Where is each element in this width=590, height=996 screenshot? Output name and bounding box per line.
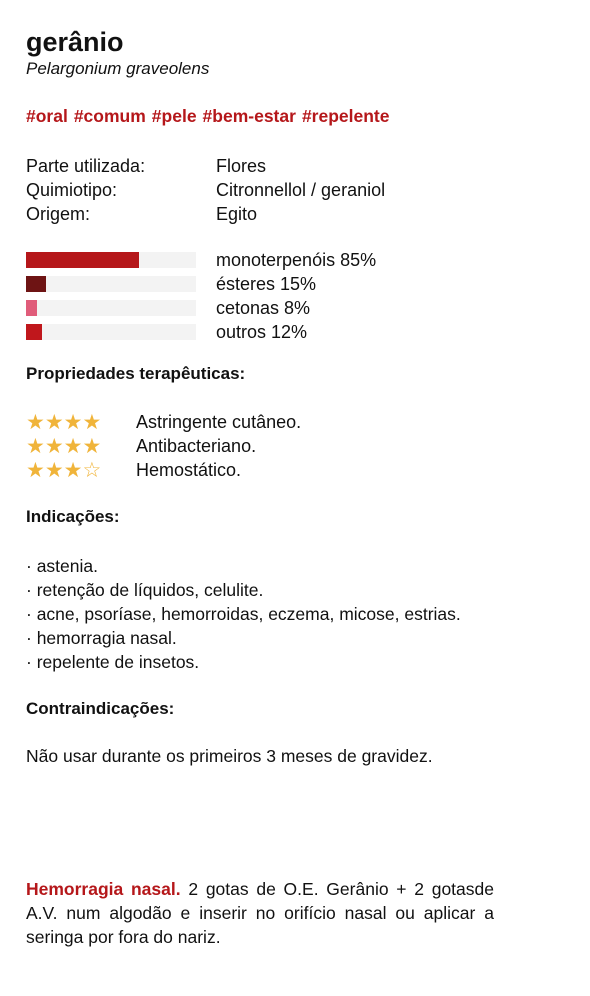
list-item: · repelente de insetos. xyxy=(26,652,200,672)
composition-bar-fill xyxy=(26,300,37,316)
info-value: Flores xyxy=(216,156,267,176)
property-row xyxy=(26,410,566,434)
tag-bem-estar[interactable]: #bem-estar xyxy=(202,106,296,126)
star-rating-icon: ★★★☆ xyxy=(26,458,102,482)
properties-heading: Propriedades terapêuticas: xyxy=(26,364,246,383)
composition-bars xyxy=(26,248,566,344)
composition-bar-fill xyxy=(26,252,139,268)
info-value: Egito xyxy=(216,204,258,224)
usage-note-text: 2 gotas de O.E. Gerânio + 2 gotasde A.V. num algodão e inserir no orifício nasal ou aplicar a seringa por fora do nariz. xyxy=(26,879,494,947)
tag-repelente[interactable]: #repelente xyxy=(301,106,390,126)
info-row xyxy=(26,202,566,226)
tag-oral[interactable]: #oral xyxy=(26,106,68,126)
info-value: Citronnellol / geraniol xyxy=(216,180,386,200)
contraindications-text: Não usar durante os primeiros 3 meses de gravidez. xyxy=(26,746,433,766)
usage-note xyxy=(26,877,494,949)
info-row xyxy=(26,178,566,202)
info-label: Parte utilizada: xyxy=(26,156,146,176)
composition-label: monoterpenóis 85% xyxy=(216,249,377,270)
info-label: Origem: xyxy=(26,204,91,224)
property-row xyxy=(26,434,566,458)
composition-bar-track xyxy=(26,276,196,292)
property-label: Antibacteriano. xyxy=(136,435,257,456)
properties-list xyxy=(26,410,566,482)
tag-list xyxy=(26,106,566,127)
composition-row xyxy=(26,296,566,320)
composition-label: outros 12% xyxy=(216,321,308,342)
scientific-name: Pelargonium graveolens xyxy=(26,59,210,78)
composition-bar-track xyxy=(26,324,196,340)
info-label: Quimiotipo: xyxy=(26,180,118,200)
list-item: · acne, psoríase, hemorroidas, eczema, micose, estrias. xyxy=(26,604,461,624)
composition-row xyxy=(26,248,566,272)
composition-bar-track xyxy=(26,300,196,316)
list-item: · astenia. xyxy=(26,556,98,576)
composition-bar-fill xyxy=(26,324,42,340)
usage-note-highlight: Hemorragia nasal. xyxy=(26,879,181,899)
indications-list xyxy=(26,554,566,674)
star-rating-icon: ★★★★ xyxy=(26,410,102,434)
tag-comum[interactable]: #comum xyxy=(73,106,146,126)
monograph xyxy=(26,26,566,767)
contraindications-heading: Contraindicações: xyxy=(26,699,175,718)
composition-bar-fill xyxy=(26,276,46,292)
composition-label: ésteres 15% xyxy=(216,273,317,294)
composition-row xyxy=(26,320,566,344)
tag-pele[interactable]: #pele xyxy=(151,106,197,126)
indications-heading: Indicações: xyxy=(26,507,120,526)
property-label: Astringente cutâneo. xyxy=(136,411,302,432)
list-item: · hemorragia nasal. xyxy=(26,628,177,648)
list-item: · retenção de líquidos, celulite. xyxy=(26,580,264,600)
property-row xyxy=(26,458,566,482)
composition-label: cetonas 8% xyxy=(216,297,311,318)
page-title: gerânio xyxy=(26,27,124,57)
property-label: Hemostático. xyxy=(136,459,242,480)
info-row xyxy=(26,154,566,178)
composition-row xyxy=(26,272,566,296)
composition-bar-track xyxy=(26,252,196,268)
info-table xyxy=(26,154,566,226)
star-rating-icon: ★★★★ xyxy=(26,434,102,458)
